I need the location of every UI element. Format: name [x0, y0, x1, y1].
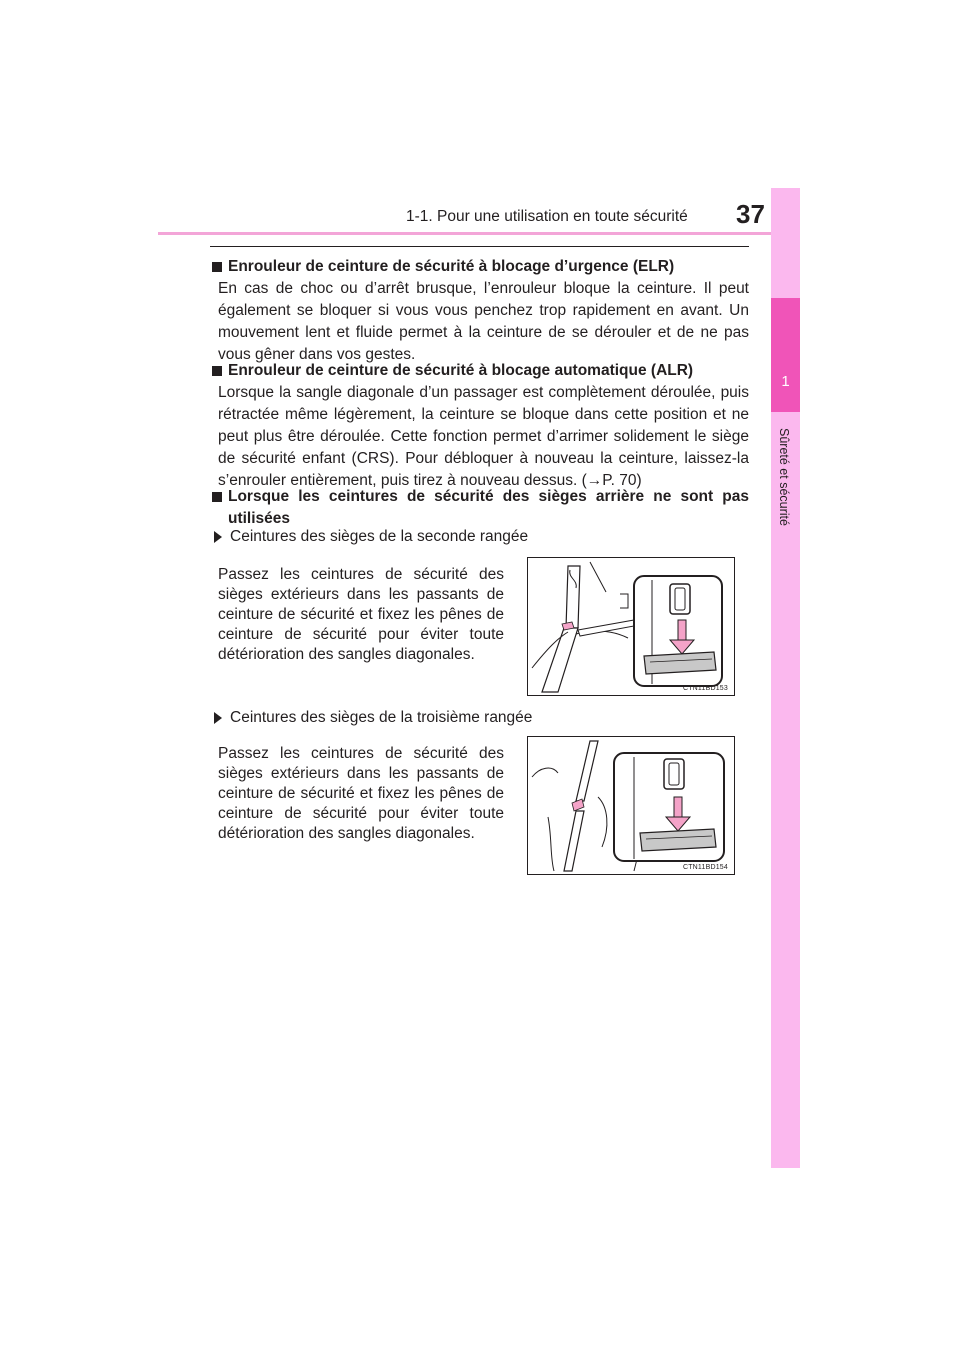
side-tab-number: 1 [781, 373, 790, 390]
section-elr [210, 256, 749, 366]
header-title: 1-1. Pour une utilisation en toute sécurité [406, 208, 688, 225]
triangle-bullet-icon [214, 712, 222, 724]
section-body: Lorsque la sangle diagonale d’un passager est complètement déroulée, puis rétractée même légèrement, la ceinture se bloque dans cette position et ne peut plus être déroulée. Cette fonction permet d’arrimer solidement le siège de sécurité enfant (CRS). Pour débloquer à nouveau la ceinture, laissez-la s’enrouler entièrement, puis tirez à nouveau dessus. (→P. 70) [218, 384, 749, 489]
triangle-bullet-icon [214, 531, 222, 543]
section-body: En cas de choc ou d’arrêt brusque, l’enrouleur bloque la ceinture. Il peut également se bloquer si vous vous penchez trop rapidement en avant. Un mouvement lent et fluide permet à la ceinture de se dérouler et de ne pas vous gêner dans vos gestes. [218, 280, 749, 363]
seatbelt-illustration [528, 737, 734, 874]
content-rule [210, 246, 749, 247]
instruction-third-row: Passez les ceintures de sécurité des sièges extérieurs dans les passants de ceinture de sécurité et fixez les pênes de ceinture de sécurité pour éviter toute détérioration des sangles diagonales. [218, 745, 504, 842]
square-bullet-icon [212, 366, 222, 376]
instruction-second-row: Passez les ceintures de sécurité des sièges extérieurs dans les passants de ceinture de sécurité et fixez les pênes de ceinture de sécurité pour éviter toute détérioration des sangles diagonales. [218, 566, 504, 663]
side-tab-chapter-marker [771, 298, 800, 412]
side-tab-label: Sûreté et sécurité [777, 428, 791, 526]
header-rule [158, 232, 799, 235]
seatbelt-illustration [528, 558, 734, 695]
section-title: Lorsque les ceintures de sécurité des sièges arrière ne sont pas utilisées [210, 486, 749, 530]
square-bullet-icon [212, 492, 222, 502]
figure-code: CTN11BD153 [682, 685, 728, 692]
figure-third-row [527, 736, 735, 875]
page-number: 37 [736, 199, 765, 229]
section-rear-belts [210, 486, 749, 530]
section-title: Enrouleur de ceinture de sécurité à blocage automatique (ALR) [210, 360, 749, 382]
subheading-third-row: Ceintures des sièges de la troisième rangée [214, 709, 532, 727]
figure-second-row [527, 557, 735, 696]
subheading-second-row: Ceintures des sièges de la seconde rangée [214, 528, 528, 546]
square-bullet-icon [212, 262, 222, 272]
section-title: Enrouleur de ceinture de sécurité à blocage d’urgence (ELR) [210, 256, 749, 278]
figure-code: CTN11BD154 [682, 864, 728, 871]
section-alr [210, 360, 749, 492]
